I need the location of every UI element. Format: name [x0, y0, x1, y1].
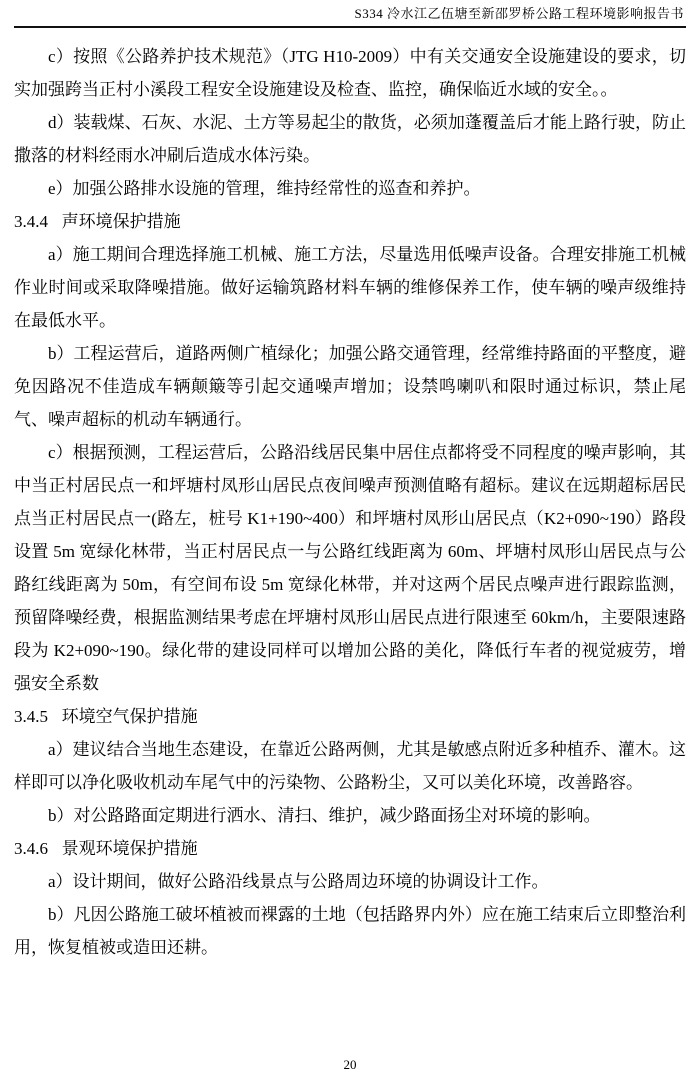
section-title: 声环境保护措施 [61, 212, 181, 231]
running-header-title: S334 冷水江乙伍塘至新邵罗桥公路工程环境影响报告书 [354, 6, 684, 21]
paragraph-b-vegetation-restore: b）凡因公路施工破坏植被而裸露的土地（包括路界内外）应在施工结束后立即整治利用，恢复植被或造田还耕。 [14, 905, 686, 957]
paragraph-a-landscape-design: a）设计期间，做好公路沿线景点与公路周边环境的协调设计工作。 [48, 872, 549, 891]
page-footer [0, 1057, 700, 1073]
paragraph-a-construction-noise: a）施工期间合理选择施工机械、施工方法，尽量选用低噪声设备。合理安排施工机械作业时间或采取降噪措施。做好运输筑路材料车辆的维修保养工作，使车辆的噪声级维持在最低水平。 [14, 245, 686, 330]
paragraph-e-drainage: e）加强公路排水设施的管理，维持经常性的巡查和养护。 [48, 179, 481, 198]
section-heading-3-4-5 [14, 700, 686, 733]
section-number: 3.4.6 [14, 839, 48, 858]
section-title: 环境空气保护措施 [61, 707, 198, 726]
page-number: 20 [343, 1057, 357, 1072]
header-rule [14, 26, 686, 28]
section-heading-3-4-4 [14, 205, 686, 238]
paragraph-a-air-planting: a）建议结合当地生态建设，在靠近公路两侧，尤其是敏感点附近多种植乔、灌木。这样即可以净化吸收机动车尾气中的污染物、公路粉尘，又可以美化环境，改善路容。 [14, 740, 686, 792]
paragraph-c-maintenance-spec: c）按照《公路养护技术规范》（JTG H10-2009）中有关交通安全设施建设的要求，切实加强跨当正村小溪段工程安全设施建设及检查、监控，确保临近水域的安全。。 [14, 47, 686, 99]
paragraph-d-dust-cargo: d）装载煤、石灰、水泥、土方等易起尘的散货，必须加蓬覆盖后才能上路行驶，防止撒落的材料经雨水冲刷后造成水体污染。 [14, 113, 686, 165]
section-title: 景观环境保护措施 [61, 839, 198, 858]
section-heading-3-4-6 [14, 832, 686, 865]
page-header [14, 5, 686, 28]
paragraph-b-operation-noise: b）工程运营后，道路两侧广植绿化；加强公路交通管理，经常维持路面的平整度，避免因路况不佳造成车辆颠簸等引起交通噪声增加；设禁鸣喇叭和限时通过标识，禁止尾气、噪声超标的机动车辆通行。 [14, 344, 686, 429]
document-body [14, 40, 686, 964]
section-number: 3.4.4 [14, 212, 48, 231]
section-number: 3.4.5 [14, 707, 48, 726]
paragraph-b-road-sprinkling: b）对公路路面定期进行洒水、清扫、维护，减少路面扬尘对环境的影响。 [48, 806, 601, 825]
paragraph-c-noise-prediction: c）根据预测，工程运营后，公路沿线居民集中居住点都将受不同程度的噪声影响，其中当正村居民点一和坪塘村凤形山居民点夜间噪声预测值略有超标。建议在远期超标居民点当正村居民点一(路左，桩号 K1+190~400）和坪塘村凤形山居民点（K2+090~190）路段设置 5m 宽绿化林带，当正村居民点一与公路红线距离为 60m、坪塘村凤形山居民点与公路红线距离为 50m，有空间布设 5m 宽绿化林带，并对这两个居民点噪声进行跟踪监测，预留降噪经费，根据监测结果考虑在坪塘村凤形山居民点进行限速至 60km/h，主要限速路段为 K2+090~190。绿化带的建设同样可以增加公路的美化，降低行车者的视觉疲劳，增强安全系数 [14, 443, 686, 693]
